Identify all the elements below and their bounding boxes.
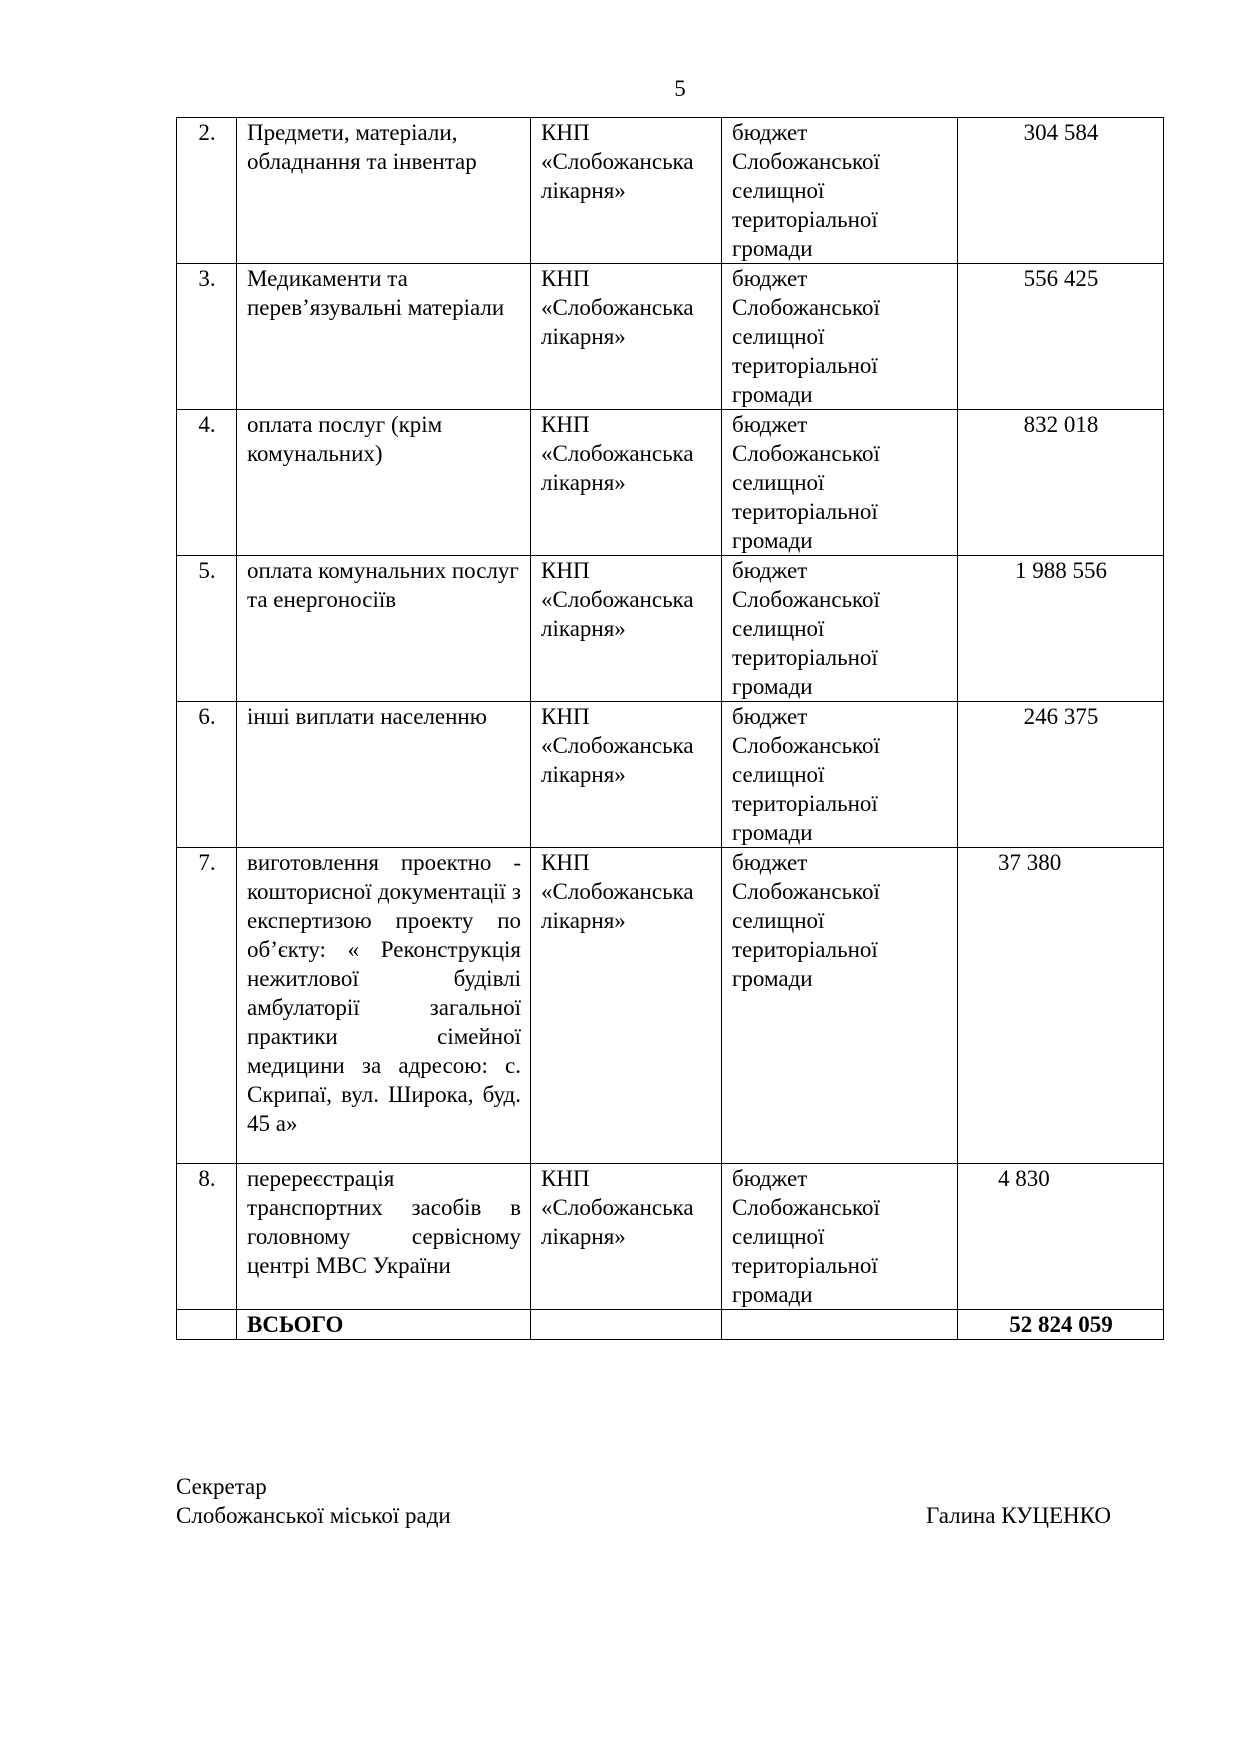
table-row <box>177 410 1164 556</box>
row-number: 4. <box>177 410 237 556</box>
amount: 246 375 <box>958 702 1164 848</box>
executor: КНП «Слобожанська лікарня» <box>531 264 722 410</box>
row-number: 2. <box>177 118 237 264</box>
executor: КНП «Слобожанська лікарня» <box>531 702 722 848</box>
table-row <box>177 556 1164 702</box>
expense-name: перереєстрація транспортних засобів в головному сервісному центрі МВС України <box>237 1164 531 1310</box>
amount: 832 018 <box>958 410 1164 556</box>
signatory-name: Галина КУЦЕНКО <box>926 1503 1111 1528</box>
amount: 4 830 <box>958 1164 1164 1310</box>
expense-name: оплата комунальних послуг та енергоносіїв <box>237 556 531 702</box>
total-label: ВСЬОГО <box>237 1310 531 1340</box>
page-number: 5 <box>674 76 686 101</box>
table-row <box>177 118 1164 264</box>
executor: КНП «Слобожанська лікарня» <box>531 556 722 702</box>
funding-source: бюджет Слобожанської селищної територіальної громади <box>722 848 958 1164</box>
expense-name: Предмети, матеріали, обладнання та інвентар <box>237 118 531 264</box>
row-number: 6. <box>177 702 237 848</box>
row-number: 8. <box>177 1164 237 1310</box>
executor: КНП «Слобожанська лікарня» <box>531 118 722 264</box>
expense-name: інші виплати населенню <box>237 702 531 848</box>
table-row <box>177 1164 1164 1310</box>
table-row <box>177 702 1164 848</box>
expense-name: оплата послуг (крім комунальних) <box>237 410 531 556</box>
amount: 304 584 <box>958 118 1164 264</box>
table-row <box>177 264 1164 410</box>
total-row <box>177 1310 1164 1340</box>
signature-title-line1: Секретар <box>176 1474 267 1499</box>
total-empty-cell <box>531 1310 722 1340</box>
row-number: 5. <box>177 556 237 702</box>
total-empty-cell <box>722 1310 958 1340</box>
signature-title-line2: Слобожанської міської ради <box>176 1503 451 1528</box>
row-number: 7. <box>177 848 237 1164</box>
amount: 37 380 <box>958 848 1164 1164</box>
total-amount: 52 824 059 <box>958 1310 1164 1340</box>
signature-block <box>176 1472 1136 1530</box>
amount: 1 988 556 <box>958 556 1164 702</box>
executor: КНП «Слобожанська лікарня» <box>531 848 722 1164</box>
amount: 556 425 <box>958 264 1164 410</box>
expense-name: виготовлення проектно - кошторисної документації з експертизою проекту по об’єкту: « Реконструкція нежитлової будівлі амбулаторії загальної практики сімейної медицини за адресою: с. Скрипаї, вул. Широка, буд. 45 а» <box>237 848 531 1164</box>
funding-source: бюджет Слобожанської селищної територіальної громади <box>722 702 958 848</box>
funding-source: бюджет Слобожанської селищної територіальної громади <box>722 118 958 264</box>
budget-table <box>176 117 1164 1340</box>
expense-name: Медикаменти та перев’язувальні матеріали <box>237 264 531 410</box>
table-row <box>177 848 1164 1164</box>
funding-source: бюджет Слобожанської селищної територіальної громади <box>722 410 958 556</box>
funding-source: бюджет Слобожанської селищної територіальної громади <box>722 556 958 702</box>
executor: КНП «Слобожанська лікарня» <box>531 410 722 556</box>
funding-source: бюджет Слобожанської селищної територіальної громади <box>722 264 958 410</box>
row-number: 3. <box>177 264 237 410</box>
funding-source: бюджет Слобожанської селищної територіальної громади <box>722 1164 958 1310</box>
total-empty-cell <box>177 1310 237 1340</box>
executor: КНП «Слобожанська лікарня» <box>531 1164 722 1310</box>
